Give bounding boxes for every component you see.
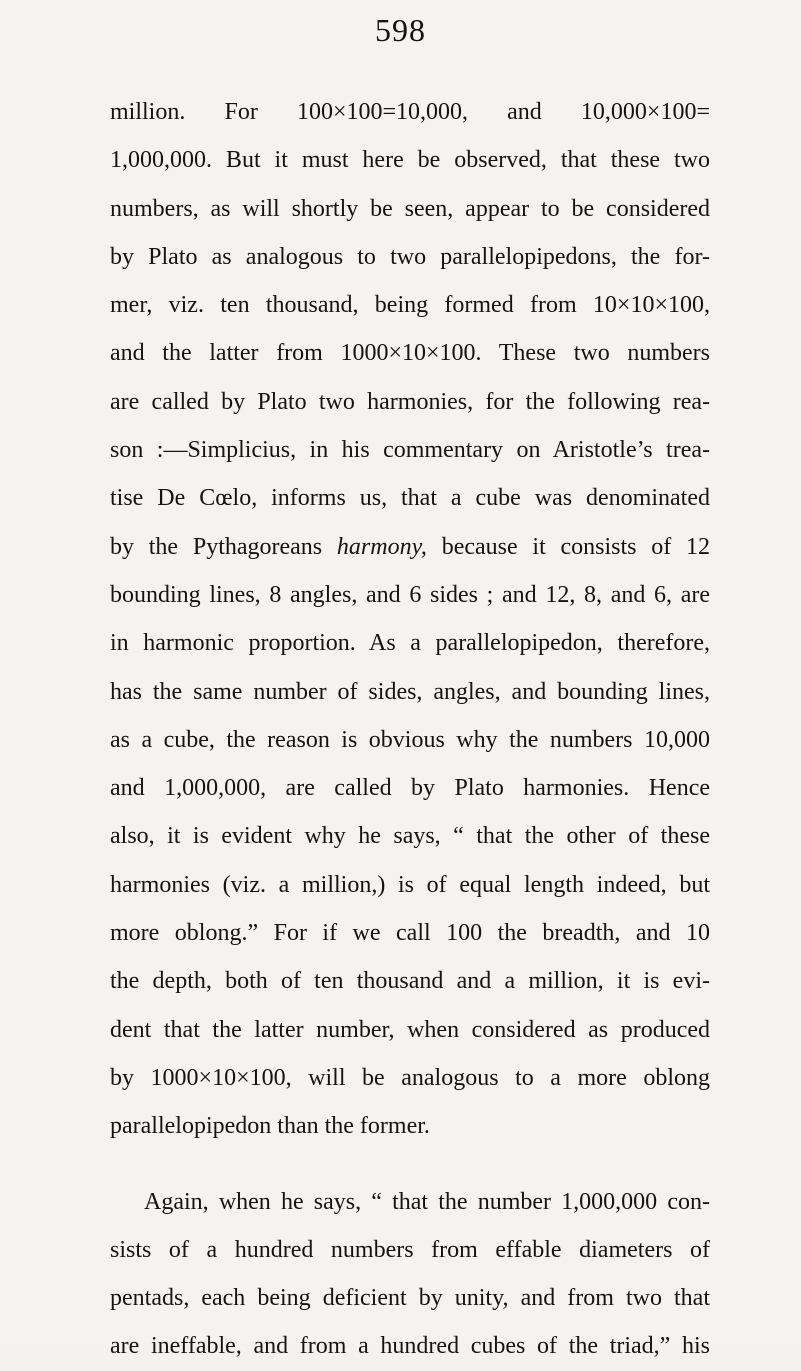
text-line: mer, viz. ten thousand, being formed from 10×10×100,: [110, 292, 710, 319]
text-line: sists of a hundred numbers from effable diameters of: [110, 1236, 710, 1263]
text-line: son :—Simplicius, in his commentary on Aristotle’s trea-: [110, 437, 710, 464]
text-line: more oblong.” For if we call 100 the breadth, and 10: [110, 920, 710, 947]
text-line: has the same number of sides, angles, and bounding lines,: [110, 678, 710, 705]
body-text: [110, 88, 710, 1371]
text-line: by 1000×10×100, will be analogous to a more oblong: [110, 1064, 710, 1091]
text-segment: by the Pythagoreans: [110, 533, 323, 560]
text-segment: because it consists of 12: [441, 533, 711, 560]
paragraph-gap: [110, 1151, 710, 1178]
text-line: pentads, each being deficient by unity, and from two that: [110, 1285, 710, 1312]
text-line: parallelopipedon than the former.: [110, 1113, 430, 1140]
text-line: bounding lines, 8 angles, and 6 sides ; and 12, 8, and 6, are: [110, 581, 710, 608]
text-line: are ineffable, and from a hundred cubes of the triad,” his: [110, 1333, 710, 1360]
text-line: the depth, both of ten thousand and a million, it is evi-: [110, 968, 710, 995]
page-number: 598: [375, 12, 426, 48]
text-line: million. For 100×100=10,000, and 10,000×100=: [110, 99, 710, 125]
text-line: by Plato as analogous to two parallelopipedons, the for-: [110, 243, 710, 270]
text-line: in harmonic proportion. As a parallelopipedon, therefore,: [110, 630, 710, 657]
text-line: Again, when he says, “ that the number 1,000,000 con-: [144, 1188, 710, 1215]
text-line: dent that the latter number, when considered as produced: [110, 1016, 710, 1043]
text-line: as a cube, the reason is obvious why the numbers 10,000: [110, 726, 710, 753]
text-line: harmonies (viz. a million,) is of equal length indeed, but: [110, 871, 710, 898]
text-line: [110, 523, 710, 571]
italic-word: harmony,: [336, 533, 427, 560]
text-line: 1,000,000. But it must here be observed, that these two: [110, 147, 710, 174]
text-line: numbers, as will shortly be seen, appear to be considered: [110, 195, 710, 222]
text-line: also, it is evident why he says, “ that the other of these: [110, 823, 710, 850]
text-line: tise De Cœlo, informs us, that a cube was denominated: [110, 485, 710, 512]
paragraph: [110, 88, 710, 1151]
text-line: and the latter from 1000×10×100. These two numbers: [110, 340, 710, 367]
text-line: are called by Plato two harmonies, for the following rea-: [110, 388, 710, 415]
text-line: and 1,000,000, are called by Plato harmonies. Hence: [110, 775, 710, 802]
